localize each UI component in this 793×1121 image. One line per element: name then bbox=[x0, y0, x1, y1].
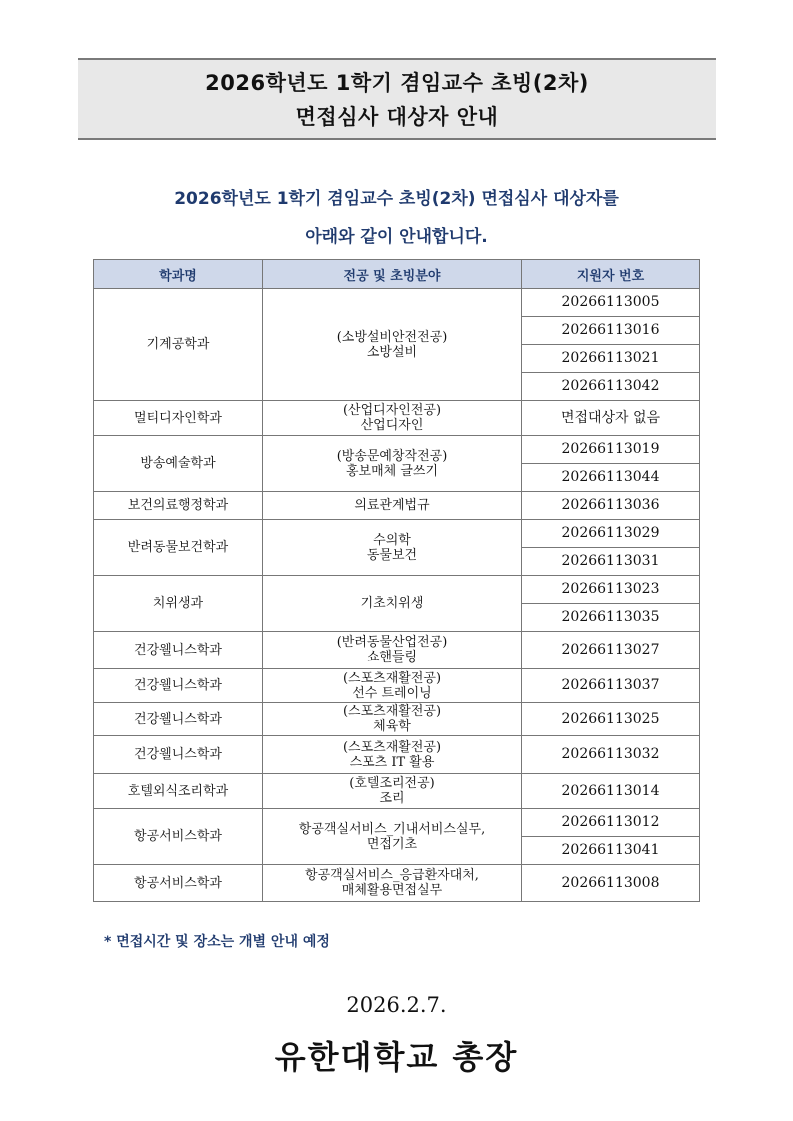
page-title-line1: 2026학년도 1학기 겸임교수 초빙(2차) bbox=[205, 71, 589, 95]
table-row bbox=[94, 632, 700, 669]
field-line: 항공객실서비스_응급환자대처, bbox=[305, 868, 479, 883]
field-cell bbox=[263, 774, 522, 809]
department-cell: 방송예술학과 bbox=[94, 436, 263, 492]
applicant-number-cell: 20266113008 bbox=[522, 865, 700, 902]
applicant-number-cell: 20266113005 bbox=[522, 289, 700, 317]
table-row bbox=[94, 865, 700, 902]
department-cell: 호텔외식조리학과 bbox=[94, 774, 263, 809]
table-row bbox=[94, 520, 700, 548]
applicant-number-cell: 면접대상자 없음 bbox=[522, 401, 700, 436]
intro-line1: 2026학년도 1학기 겸임교수 초빙(2차) 면접심사 대상자를 bbox=[174, 189, 619, 209]
field-cell bbox=[263, 669, 522, 703]
field-cell bbox=[263, 436, 522, 492]
table-row bbox=[94, 774, 700, 809]
header-field: 전공 및 초빙분야 bbox=[263, 260, 522, 289]
field-line: 매체활용면접실무 bbox=[341, 883, 443, 898]
department-cell: 건강웰니스학과 bbox=[94, 669, 263, 703]
applicant-number-cell: 20266113041 bbox=[522, 837, 700, 865]
applicant-number-cell: 20266113014 bbox=[522, 774, 700, 809]
field-cell bbox=[263, 520, 522, 576]
applicant-number-cell: 20266113025 bbox=[522, 703, 700, 736]
applicant-number-cell: 20266113023 bbox=[522, 576, 700, 604]
department-cell: 치위생과 bbox=[94, 576, 263, 632]
field-line: 의료관계법규 bbox=[354, 498, 430, 513]
field-line: 산업디자인 bbox=[360, 418, 424, 433]
field-line: (산업디자인전공) bbox=[342, 403, 442, 418]
field-line: 수의학 bbox=[373, 532, 411, 548]
title-box bbox=[78, 58, 716, 140]
field-line: 기초치위생 bbox=[360, 596, 424, 611]
field-line: 소방설비 bbox=[366, 344, 418, 360]
field-cell bbox=[263, 703, 522, 736]
table-row bbox=[94, 401, 700, 436]
applicant-number-cell: 20266113032 bbox=[522, 736, 700, 774]
field-line: 체육학 bbox=[373, 719, 411, 734]
table-row bbox=[94, 492, 700, 520]
table-row bbox=[94, 669, 700, 703]
field-line: (스포츠재활전공) bbox=[342, 739, 442, 755]
field-line: (스포츠재활전공) bbox=[342, 670, 442, 686]
department-cell: 멀티디자인학과 bbox=[94, 401, 263, 436]
field-line: 쇼핸들링 bbox=[366, 650, 418, 665]
field-line: 항공객실서비스_기내서비스실무, bbox=[298, 821, 486, 837]
intro-line2: 아래와 같이 안내합니다. bbox=[305, 227, 488, 247]
field-line: (반려동물산업전공) bbox=[336, 635, 448, 650]
applicant-number-cell: 20266113019 bbox=[522, 436, 700, 464]
applicant-number-cell: 20266113035 bbox=[522, 604, 700, 632]
table-row bbox=[94, 703, 700, 736]
department-cell: 반려동물보건학과 bbox=[94, 520, 263, 576]
field-cell bbox=[263, 809, 522, 865]
field-line: (호텔조리전공) bbox=[349, 776, 435, 791]
field-line: 동물보건 bbox=[366, 547, 418, 563]
notice-date: 2026.2.7. bbox=[346, 993, 447, 1017]
applicant-number-cell: 20266113042 bbox=[522, 373, 700, 401]
field-line: 홍보매체 글쓰기 bbox=[345, 463, 439, 479]
field-cell bbox=[263, 736, 522, 774]
table-row bbox=[94, 736, 700, 774]
applicant-number-cell: 20266113027 bbox=[522, 632, 700, 669]
issuer-signature: 유한대학교 총장 bbox=[274, 1038, 519, 1076]
field-cell bbox=[263, 492, 522, 520]
table-row bbox=[94, 436, 700, 464]
department-cell: 항공서비스학과 bbox=[94, 865, 263, 902]
department-cell: 건강웰니스학과 bbox=[94, 632, 263, 669]
interview-candidates-table bbox=[93, 259, 700, 902]
applicant-number-cell: 20266113016 bbox=[522, 317, 700, 345]
interview-note: * 면접시간 및 장소는 개별 안내 예정 bbox=[104, 934, 330, 950]
header-department: 학과명 bbox=[94, 260, 263, 289]
field-cell bbox=[263, 289, 522, 401]
department-cell: 기계공학과 bbox=[94, 289, 263, 401]
table-row bbox=[94, 809, 700, 837]
table-row bbox=[94, 576, 700, 604]
applicant-number-cell: 20266113037 bbox=[522, 669, 700, 703]
department-cell: 건강웰니스학과 bbox=[94, 703, 263, 736]
field-line: 조리 bbox=[379, 791, 405, 806]
applicant-number-cell: 20266113012 bbox=[522, 809, 700, 837]
table-row bbox=[94, 289, 700, 317]
field-cell bbox=[263, 576, 522, 632]
department-cell: 건강웰니스학과 bbox=[94, 736, 263, 774]
applicant-number-cell: 20266113029 bbox=[522, 520, 700, 548]
field-line: 면접기초 bbox=[366, 836, 418, 852]
page-title-line2: 면접심사 대상자 안내 bbox=[295, 105, 499, 129]
applicant-number-cell: 20266113021 bbox=[522, 345, 700, 373]
applicant-number-cell: 20266113036 bbox=[522, 492, 700, 520]
field-cell bbox=[263, 632, 522, 669]
field-cell bbox=[263, 401, 522, 436]
header-applicant-number: 지원자 번호 bbox=[522, 260, 700, 289]
field-line: (스포츠재활전공) bbox=[342, 704, 442, 719]
applicant-number-cell: 20266113044 bbox=[522, 464, 700, 492]
field-line: (소방설비안전전공) bbox=[336, 329, 448, 345]
field-line: 스포츠 IT 활용 bbox=[349, 754, 435, 770]
table-header-row bbox=[94, 260, 700, 289]
department-cell: 보건의료행정학과 bbox=[94, 492, 263, 520]
field-cell bbox=[263, 865, 522, 902]
field-line: (방송문예창작전공) bbox=[336, 448, 448, 464]
department-cell: 항공서비스학과 bbox=[94, 809, 263, 865]
field-line: 선수 트레이닝 bbox=[352, 685, 432, 701]
applicant-number-cell: 20266113031 bbox=[522, 548, 700, 576]
